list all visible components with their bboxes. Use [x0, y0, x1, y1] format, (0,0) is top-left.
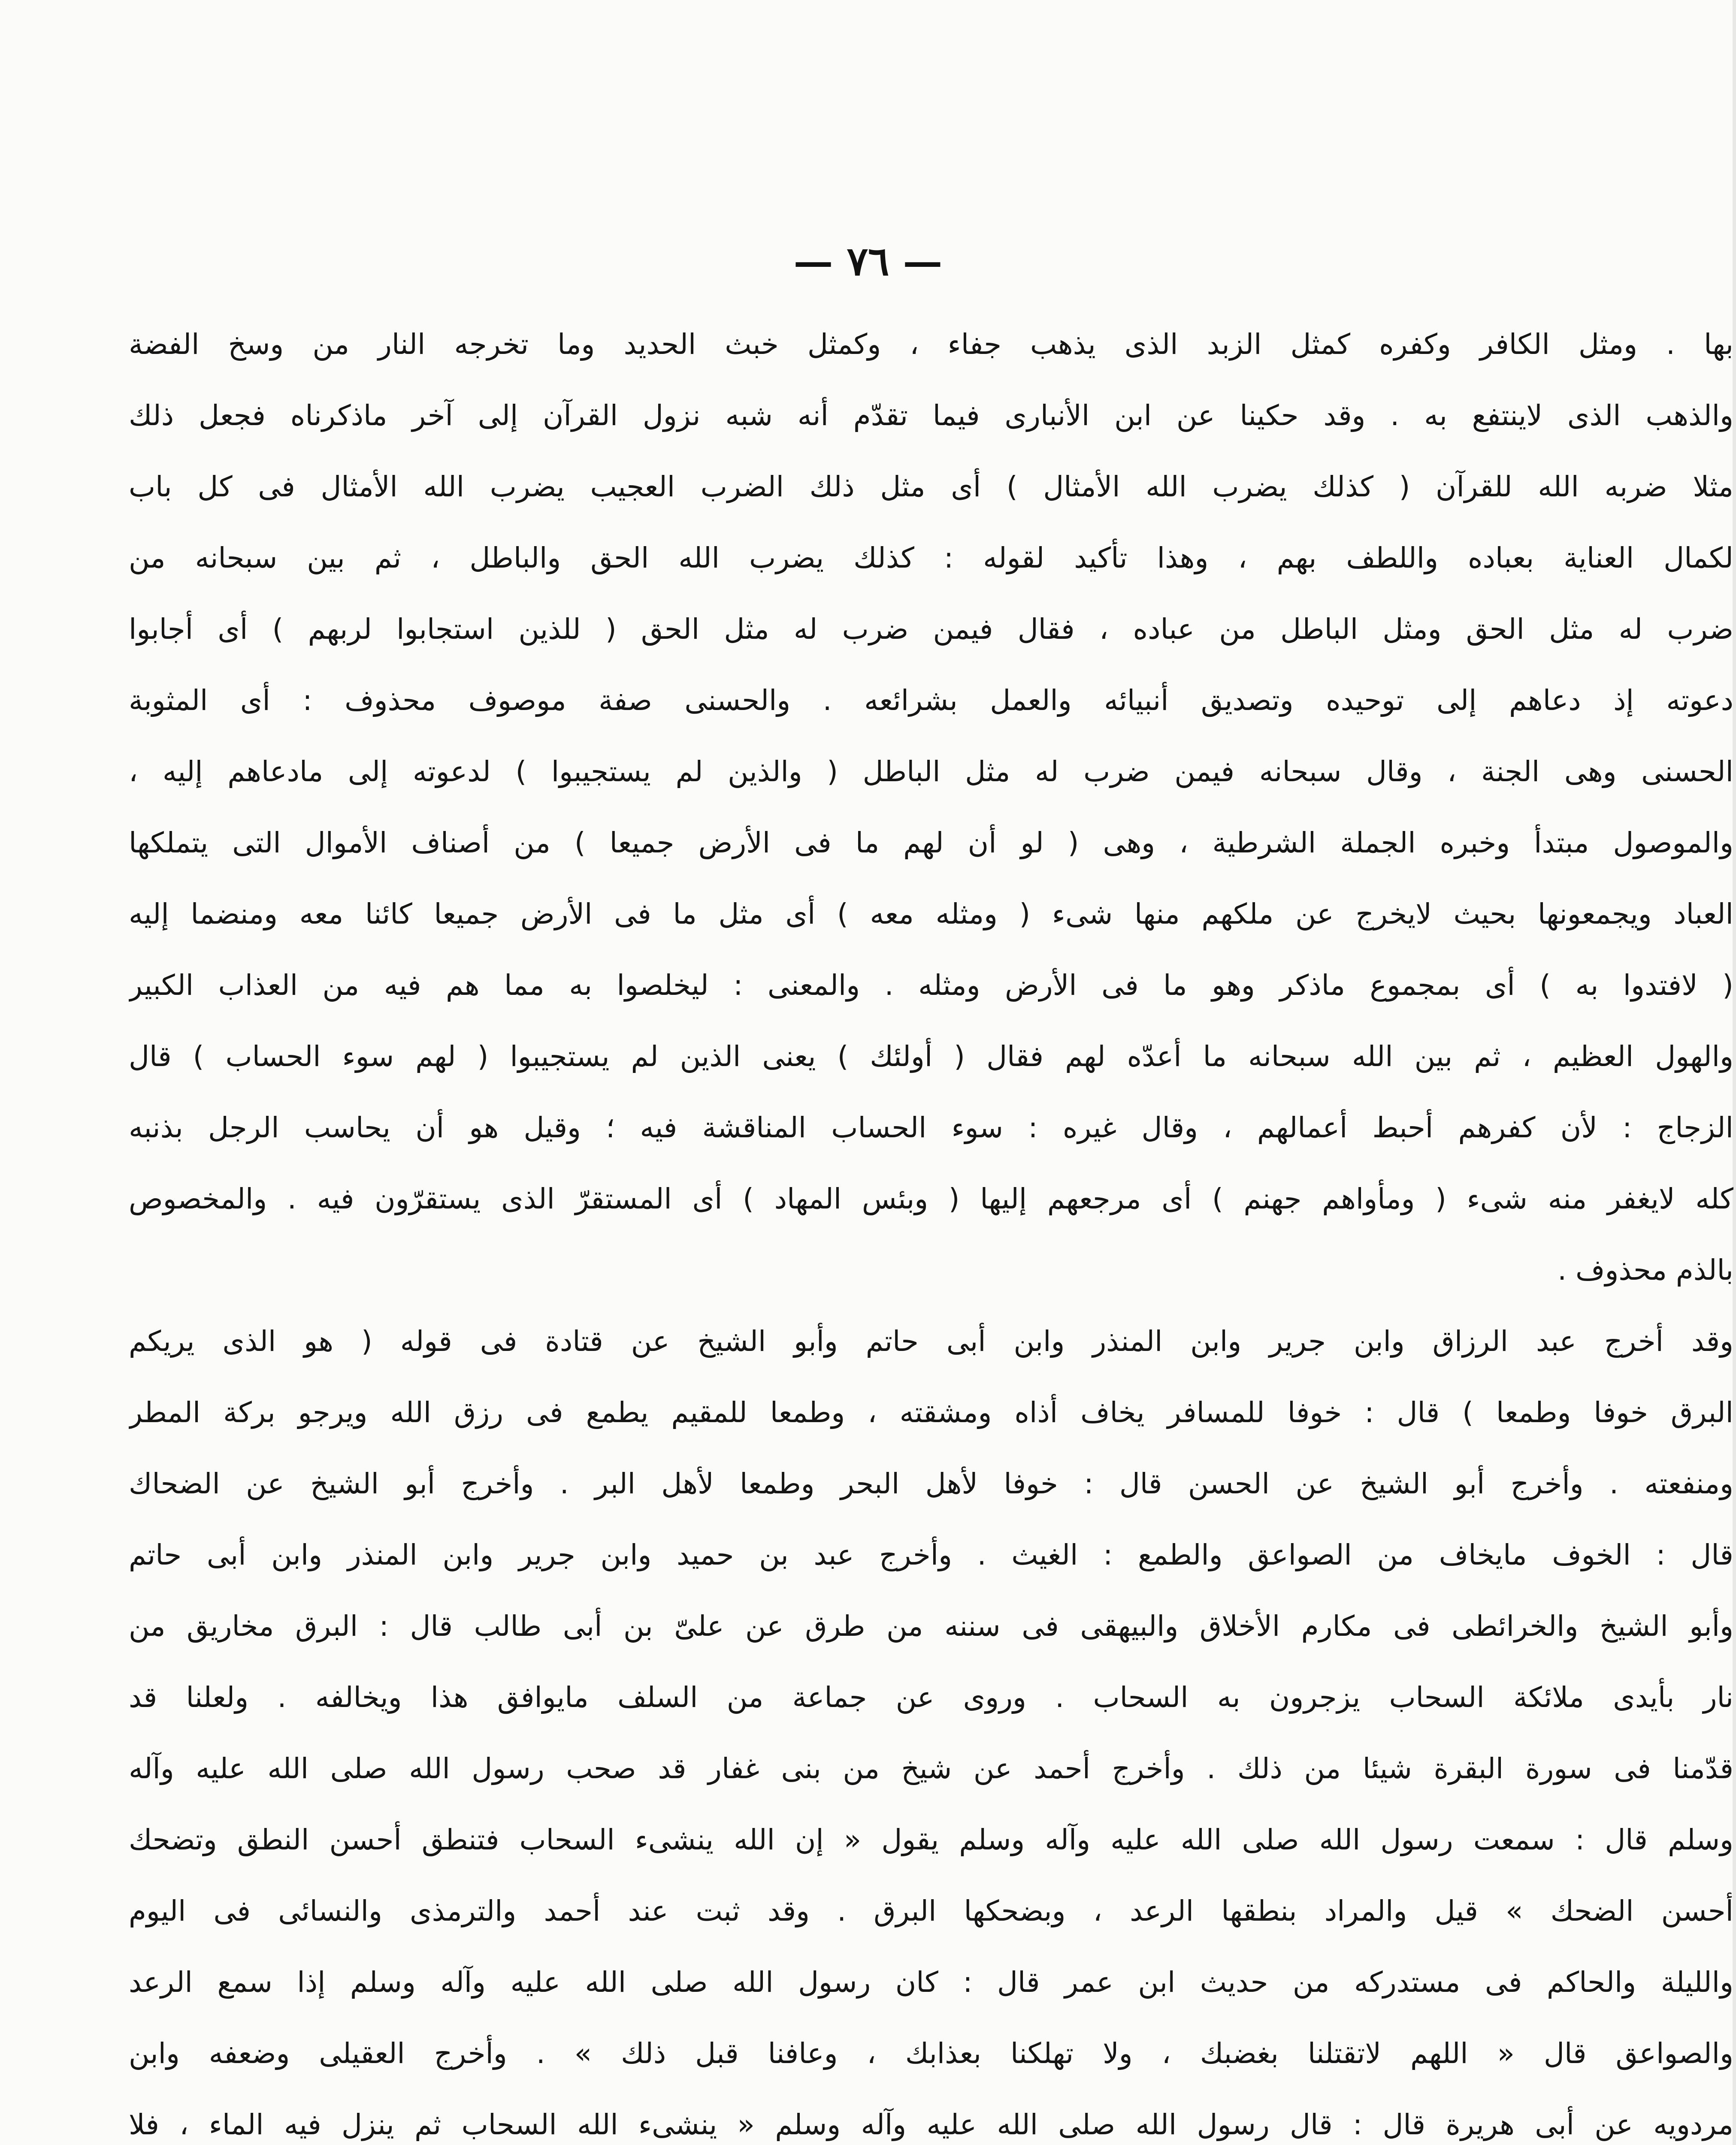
text-line: ومنفعته . وأخرج أبو الشيخ عن الحسن قال : خوفا لأهل البحر وطمعا لأهل البر . وأخرج أبو الشيخ عن الضحاك: [129, 1467, 1733, 1500]
text-line: الحسنى وهى الجنة ، وقال سبحانه فيمن ضرب له مثل الباطل ( والذين لم يستجيبوا ) لدعوته إلى مادعاهم إليه ،: [129, 755, 1733, 788]
text-line: قال : الخوف مايخاف من الصواعق والطمع : الغيث . وأخرج عبد بن حميد وابن جرير وابن المنذر وابن أبى حاتم: [129, 1538, 1733, 1571]
text-line: والذهب الذى لاينتفع به . وقد حكينا عن ابن الأنبارى فيما تقدّم أنه شبه نزول القرآن إلى آخر ماذكرناه فجعل ذلك: [129, 399, 1733, 432]
body-text: [129, 309, 1733, 2145]
text-line: بالذم محذوف .: [1558, 1254, 1733, 1287]
text-line: وسلم قال : سمعت رسول الله صلى الله عليه وآله وسلم يقول « إن الله ينشىء السحاب فتنطق أحسن النطق وتضحك: [129, 1823, 1733, 1856]
text-line: نار بأيدى ملائكة السحاب يزجرون به السحاب . وروى عن جماعة من السلف مايوافق هذا ويخالفه . ولعلنا قد: [129, 1681, 1733, 1714]
text-line: ( لافتدوا به ) أى بمجموع ماذكر وهو ما فى الأرض ومثله . والمعنى : ليخلصوا به مما هم فيه من العذاب الكبير: [129, 969, 1733, 1002]
text-line: أحسن الضحك » قيل والمراد بنطقها الرعد ، وبضحكها البرق . وقد ثبت عند أحمد والترمذى والنسائى فى اليوم: [129, 1894, 1733, 1927]
text-line: والليلة والحاكم فى مستدركه من حديث ابن عمر قال : كان رسول الله صلى الله عليه وآله وسلم إذا سمع الرعد: [129, 1966, 1733, 1999]
text-line: مردويه عن أبى هريرة قال : قال رسول الله صلى الله عليه وآله وسلم « ينشىء الله السحاب ثم ينزل فيه الماء ، فلا: [129, 2108, 1733, 2141]
text-line: قدّمنا فى سورة البقرة شيئا من ذلك . وأخرج أحمد عن شيخ من بنى غفار قد صحب رسول الله صلى الله عليه وآله: [129, 1752, 1733, 1785]
text-line: البرق خوفا وطمعا ) قال : خوفا للمسافر يخاف أذاه ومشقته ، وطمعا للمقيم يطمع فى رزق الله ويرجو بركة المطر: [129, 1396, 1733, 1429]
text-line: لكمال العناية بعباده واللطف بهم ، وهذا تأكيد لقوله : كذلك يضرب الله الحق والباطل ، ثم بين سبحانه من: [129, 541, 1733, 574]
text-line: مثلا ضربه الله للقرآن ( كذلك يضرب الله الأمثال ) أى مثل ذلك الضرب العجيب يضرب الله الأمثال فى كل باب: [129, 470, 1733, 503]
text-line: العباد ويجمعونها بحيث لايخرج عن ملكهم منها شىء ( ومثله معه ) أى مثل ما فى الأرض جميعا كائنا معه ومنضما إليه: [129, 897, 1733, 931]
page-number: — ٧٦ —: [793, 238, 943, 284]
text-line: الزجاج : لأن كفرهم أحبط أعمالهم ، وقال غيره : سوء الحساب المناقشة فيه ؛ وقيل هو أن يحاسب الرجل بذنبه: [129, 1111, 1733, 1144]
text-line: كله لايغفر منه شىء ( ومأواهم جهنم ) أى مرجعهم إليها ( وبئس المهاد ) أى المستقرّ الذى يستقرّون فيه . والمخصوص: [129, 1182, 1733, 1215]
text-line: والصواعق قال « اللهم لاتقتلنا بغضبك ، ولا تهلكنا بعذابك ، وعافنا قبل ذلك » . وأخرج العقيلى وضعفه وابن: [129, 2037, 1733, 2070]
text-line: دعوته إذ دعاهم إلى توحيده وتصديق أنبيائه والعمل بشرائعه . والحسنى صفة موصوف محذوف : أى المثوبة: [129, 684, 1733, 717]
text-line: وأبو الشيخ والخرائطى فى مكارم الأخلاق والبيهقى فى سننه من طرق عن علىّ بن أبى طالب قال : البرق مخاريق من: [129, 1610, 1733, 1643]
text-line: ضرب له مثل الحق ومثل الباطل من عباده ، فقال فيمن ضرب له مثل الحق ( للذين استجابوا لربهم ) أى أجابوا: [129, 613, 1733, 646]
text-line: بها . ومثل الكافر وكفره كمثل الزبد الذى يذهب جفاء ، وكمثل خبث الحديد وما تخرجه النار من وسخ الفضة: [129, 328, 1733, 361]
text-line: والموصول مبتدأ وخبره الجملة الشرطية ، وهى ( لو أن لهم ما فى الأرض جميعا ) من أصناف الأموال التى يتملكها: [129, 826, 1733, 859]
paragraph: [129, 1306, 1733, 2145]
text-line: والهول العظيم ، ثم بين الله سبحانه ما أعدّه لهم فقال ( أولئك ) يعنى الذين لم يستجيبوا ( لهم سوء الحساب ) قال: [129, 1040, 1733, 1073]
paragraph: [129, 309, 1733, 1306]
text-line: وقد أخرج عبد الرزاق وابن جرير وابن المنذر وابن أبى حاتم وأبو الشيخ عن قتادة فى قوله ( هو الذى يريكم: [129, 1325, 1733, 1358]
